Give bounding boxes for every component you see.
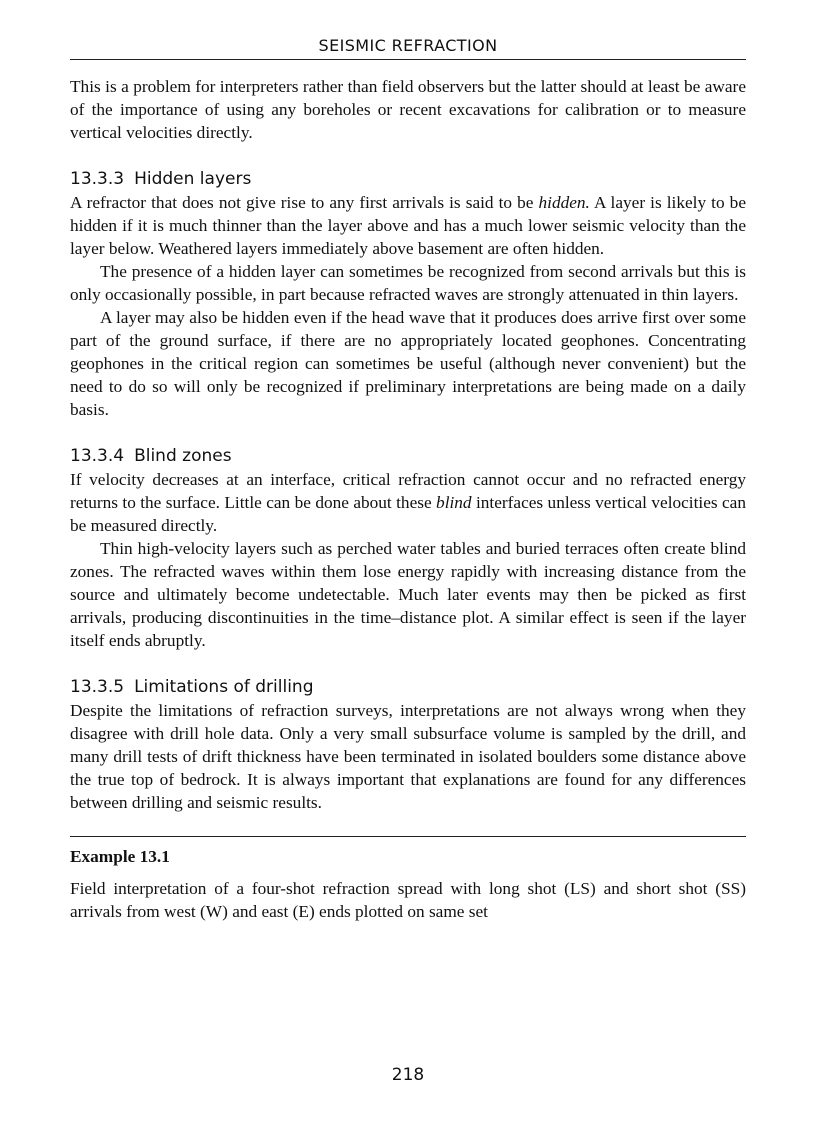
paragraph: A layer may also be hidden even if the head wave that it produces does arrive first over some part of the ground surface, if there are no appropriately located geophones. Concentrating geophones in the critical region can sometimes be useful (although never convenient) but the need to do so will only be recognized if preliminary interpretations are being made on a daily basis. xyxy=(70,308,746,419)
italic-term: blind xyxy=(436,493,472,512)
page-body xyxy=(70,75,746,923)
paragraph xyxy=(70,468,746,537)
section-number: 13.3.4 xyxy=(70,446,125,466)
intro-paragraph: This is a problem for interpreters rather than field observers but the latter should at least be aware of the importance of using any boreholes or recent excavations for calibration or to measure vertical velocities directly. xyxy=(70,77,746,142)
example-text: Field interpretation of a four-shot refraction spread with long shot (LS) and short shot (SS) arrivals from west (W) and east (E) ends plotted on same set xyxy=(70,879,746,921)
paragraph: The presence of a hidden layer can sometimes be recognized from second arrivals but this is only occasionally possible, in part because refracted waves are strongly attenuated in thin layers. xyxy=(70,262,746,304)
text-run: A refractor that does not give rise to any first arrivals is said to be xyxy=(70,193,539,212)
italic-term: hidden. xyxy=(538,193,590,212)
section-title: Blind zones xyxy=(134,446,232,466)
header-rule xyxy=(70,59,746,60)
section-heading-blind-zones xyxy=(70,445,746,467)
paragraph: Thin high-velocity layers such as perched water tables and buried terraces often create blind zones. The refracted waves within them lose energy rapidly with increasing distance from the source and ultimately become undetectable. Much later events may then be picked as first arrivals, producing discontinuities in the time–distance plot. A similar effect is seen if the layer itself ends abruptly. xyxy=(70,539,746,650)
text-run: If velocity decreases at an interface, critical refraction cannot occur and no refracted energy returns to the surface. Little can be done about these xyxy=(70,470,746,512)
section-heading-limitations-of-drilling xyxy=(70,676,746,698)
section-number: 13.3.5 xyxy=(70,677,125,697)
running-head: SEISMIC REFRACTION xyxy=(318,36,498,55)
section-title: Hidden layers xyxy=(134,169,252,189)
page-number: 218 xyxy=(391,1065,425,1085)
section-heading-hidden-layers xyxy=(70,168,746,190)
section-number: 13.3.3 xyxy=(70,169,125,189)
example-title: Example 13.1 xyxy=(70,847,170,866)
example-rule xyxy=(70,836,746,837)
section-title: Limitations of drilling xyxy=(134,677,314,697)
text-run: A layer is likely to be hidden if it is much thinner than the layer above and has a much lower seismic velocity than the layer below. Weathered layers immediately above basement are often hidden. xyxy=(70,193,746,258)
paragraph: Despite the limitations of refraction surveys, interpretations are not always wrong when they disagree with drill hole data. Only a very small subsurface volume is sampled by the drill, and many drill tests of drift thickness have been terminated in isolated boulders some distance above the true top of bedrock. It is always important that explanations are found for any differences between drilling and seismic results. xyxy=(70,701,746,812)
paragraph xyxy=(70,191,746,260)
text-run: interfaces unless vertical velocities can be measured directly. xyxy=(70,493,746,535)
